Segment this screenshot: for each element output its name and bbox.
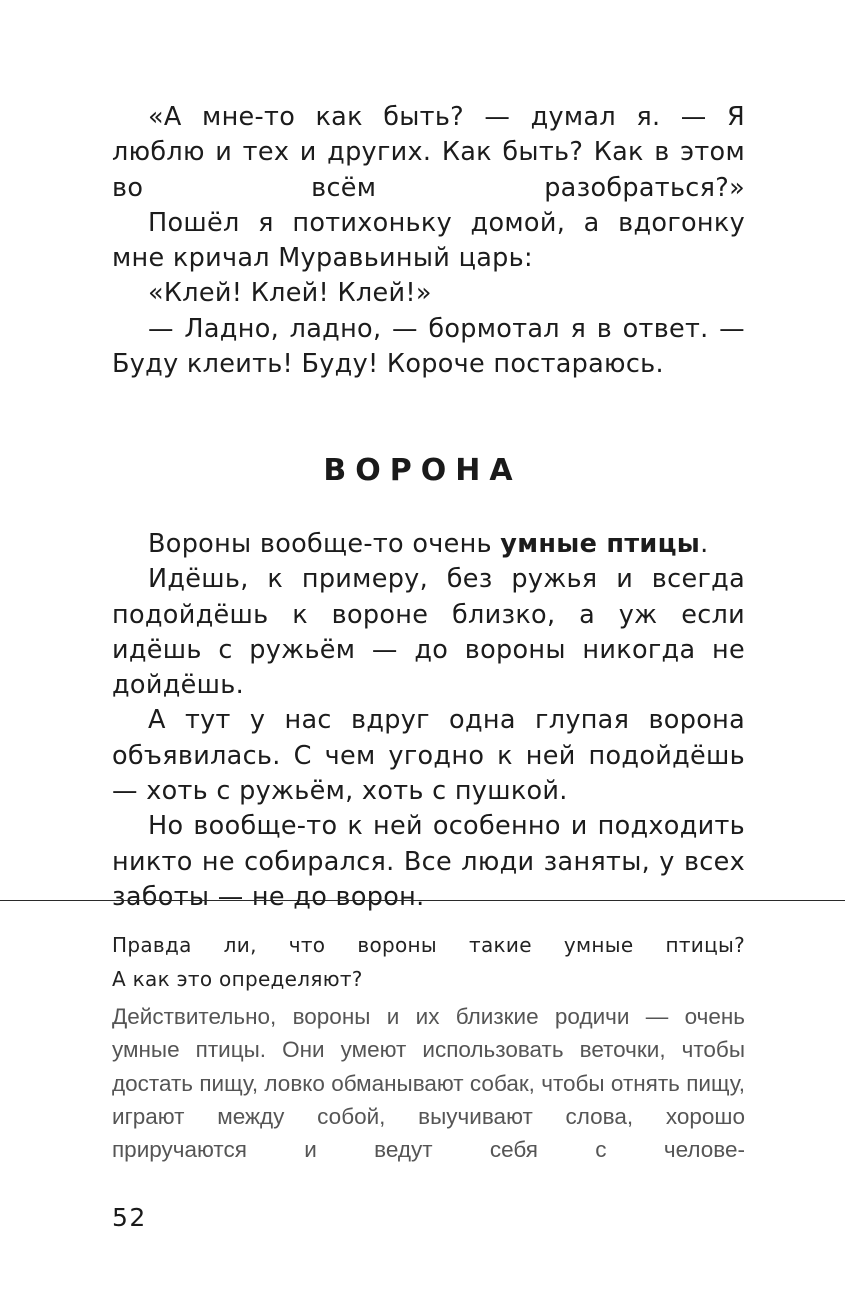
note-question-line2: А как это определяют?	[112, 967, 363, 991]
story-text-top	[112, 100, 745, 382]
paragraph: «А мне-то как быть? — думал я. — Я люблю и тех и других. Как быть? Как в этом во всём разобраться?»	[112, 102, 745, 203]
note-question	[112, 928, 745, 996]
intro-end: .	[700, 529, 709, 559]
section-divider	[0, 900, 845, 901]
page-number: 52	[112, 1203, 147, 1232]
paragraph: Но вообще-то к ней особенно и подходить никто не собирался. Все люди заняты, у всех заботы — не до ворон.	[112, 811, 745, 912]
paragraph: А тут у нас вдруг одна глупая ворона объявилась. С чем угодно к ней подойдёшь — хоть с ружьём, хоть с пушкой.	[112, 705, 745, 807]
chapter-title: ВОРОНА	[323, 453, 522, 488]
note-answer: Действительно, вороны и их близкие родичи — очень умные птицы. Они умеют использовать веточки, чтобы достать пищу, ловко обманывают собак, чтобы отнять пищу, играют между собой, выучивают слова, хорошо приручаются и ведут себя с челове-	[112, 1004, 745, 1163]
bold-phrase: умные птицы	[500, 529, 701, 559]
note-question-line1: Правда ли, что вороны такие умные птицы?	[112, 933, 745, 957]
paragraph: Пошёл я потихоньку домой, а вдогонку мне кричал Муравьиный царь:	[112, 207, 745, 274]
paragraph: Идёшь, к примеру, без ружья и всегда подойдёшь к вороне близко, а уж если идёшь с ружьём — до вороны никогда не дойдёшь.	[112, 564, 745, 701]
paragraph: «Клей! Клей! Клей!»	[148, 278, 432, 309]
paragraph-intro	[112, 527, 745, 562]
story-text-crow	[112, 527, 745, 915]
intro-text: Вороны вообще-то очень	[148, 529, 501, 559]
paragraph: — Ладно, ладно, — бормотал я в ответ. — Буду клеить! Буду! Короче постараюсь.	[112, 313, 745, 380]
